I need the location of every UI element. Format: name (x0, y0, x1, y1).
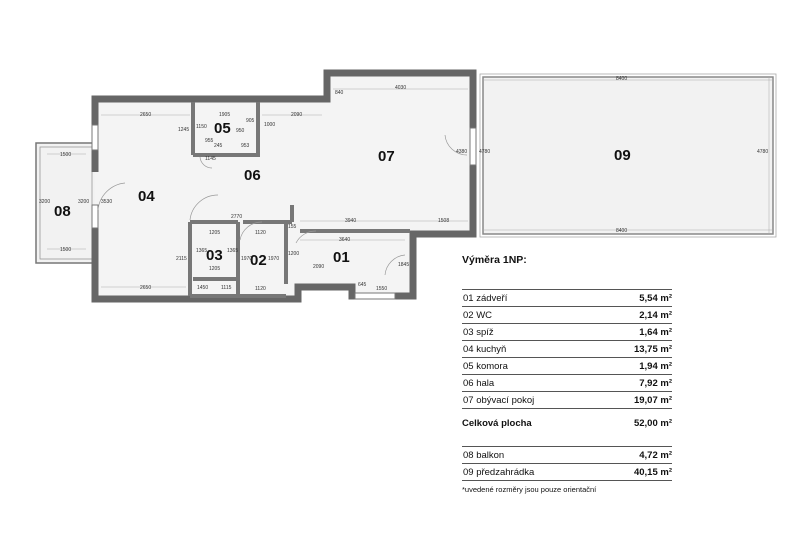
legend-room-area: 1,64 m² (639, 327, 672, 338)
legend-room-area: 19,07 m² (633, 395, 672, 406)
legend-room-name: 06 hala (463, 378, 495, 389)
dim-155: 155 (288, 224, 297, 230)
dim-1245: 1245 (178, 127, 190, 133)
legend-row (462, 392, 672, 409)
dim-3940: 3940 (345, 218, 357, 224)
legend-row (462, 307, 672, 324)
dim-3200-left: 3200 (39, 199, 51, 205)
room-label-01: 01 (333, 249, 350, 266)
legend-row (462, 358, 672, 375)
dim-1205-b: 1205 (209, 266, 221, 272)
dim-garden-top: 8400 (616, 76, 628, 82)
dim-1200: 1200 (288, 251, 300, 257)
dim-905: 905 (246, 118, 255, 124)
dim-953: 953 (241, 143, 250, 149)
legend-room-name: 01 zádveří (463, 293, 508, 304)
dim-1205-a: 1205 (209, 230, 221, 236)
dim-955: 955 (205, 138, 214, 144)
dim-garden-right: 4780 (757, 149, 769, 155)
dim-1845: 1845 (398, 262, 410, 268)
dim-950: 950 (236, 128, 245, 134)
dim-245: 245 (214, 143, 223, 149)
dim-1508: 1508 (438, 218, 450, 224)
legend-row (462, 375, 672, 392)
dim-4380: 4380 (456, 149, 468, 155)
dim-1500-bottom: 1500 (60, 247, 72, 253)
legend-room-name: 07 obývací pokoj (463, 395, 535, 406)
room-label-04: 04 (138, 188, 155, 205)
dim-1970-b: 1970 (268, 256, 280, 262)
dim-3200-right: 3200 (78, 199, 90, 205)
legend-total-value: 52,00 m² (633, 418, 672, 429)
dim-3530: 3530 (101, 199, 113, 205)
legend-room-area: 13,75 m² (633, 344, 672, 355)
dim-1150: 1150 (196, 124, 207, 130)
dim-1000: 1000 (264, 122, 276, 128)
dim-3640: 3640 (339, 237, 351, 243)
legend-room-area: 40,15 m² (633, 467, 672, 478)
legend-title: Výměra 1NP: (462, 254, 527, 266)
dim-1500-top: 1500 (60, 152, 72, 158)
legend-room-area: 4,72 m² (639, 450, 672, 461)
room-label-03: 03 (206, 247, 223, 264)
dim-1120-b: 1120 (255, 286, 266, 292)
dim-2090-bottom: 2090 (313, 264, 325, 270)
legend-room-area: 2,14 m² (639, 310, 672, 321)
legend-room-name: 03 spíž (463, 327, 494, 338)
legend-total-label: Celková plocha (462, 418, 532, 429)
dim-2650-bottom: 2650 (140, 285, 152, 291)
legend-room-name: 05 komora (463, 361, 508, 372)
dim-garden-bottom: 8400 (616, 228, 628, 234)
legend-row (462, 447, 672, 464)
legend-room-name: 04 kuchyň (463, 344, 507, 355)
legend-room-area: 1,94 m² (639, 361, 672, 372)
legend-room-name: 08 balkon (463, 450, 505, 461)
dim-2770: 2770 (231, 214, 243, 220)
dim-2090-top: 2090 (291, 112, 303, 118)
legend-room-area: 7,92 m² (639, 378, 672, 389)
legend-room-name: 09 předzahrádka (463, 467, 535, 478)
area-legend (462, 254, 672, 494)
legend-row (462, 464, 672, 481)
legend-row (462, 341, 672, 358)
legend-total (462, 418, 672, 430)
legend-room-name: 02 WC (463, 310, 493, 321)
dim-1550: 1550 (376, 286, 388, 292)
dim-840: 840 (335, 90, 344, 96)
room-label-07: 07 (378, 148, 395, 165)
room-label-08: 08 (54, 203, 71, 220)
dim-1365-a: 1365 (196, 248, 208, 254)
dim-1970-a: 1970 (241, 256, 253, 262)
dim-2115: 2115 (176, 256, 187, 262)
legend-room-area: 5,54 m² (639, 293, 672, 304)
dim-4030: 4030 (395, 85, 407, 91)
dim-1365-b: 1365 (227, 248, 239, 254)
room-label-02: 02 (250, 252, 267, 269)
legend-note: *uvedené rozměry jsou pouze orientační (462, 485, 597, 494)
dim-1450: 1450 (197, 285, 209, 291)
dim-garden-left: 4780 (479, 149, 491, 155)
legend-row (462, 324, 672, 341)
room-label-06: 06 (244, 167, 261, 184)
room-label-05: 05 (214, 120, 231, 137)
dim-1145: 1145 (205, 156, 216, 162)
legend-row (462, 290, 672, 307)
dim-1120-a: 1120 (255, 230, 266, 236)
dim-1115: 1115 (221, 285, 232, 291)
dim-1905: 1905 (219, 112, 231, 118)
room-label-09: 09 (614, 147, 631, 164)
dim-645: 645 (358, 282, 367, 288)
dim-2650-top: 2650 (140, 112, 152, 118)
